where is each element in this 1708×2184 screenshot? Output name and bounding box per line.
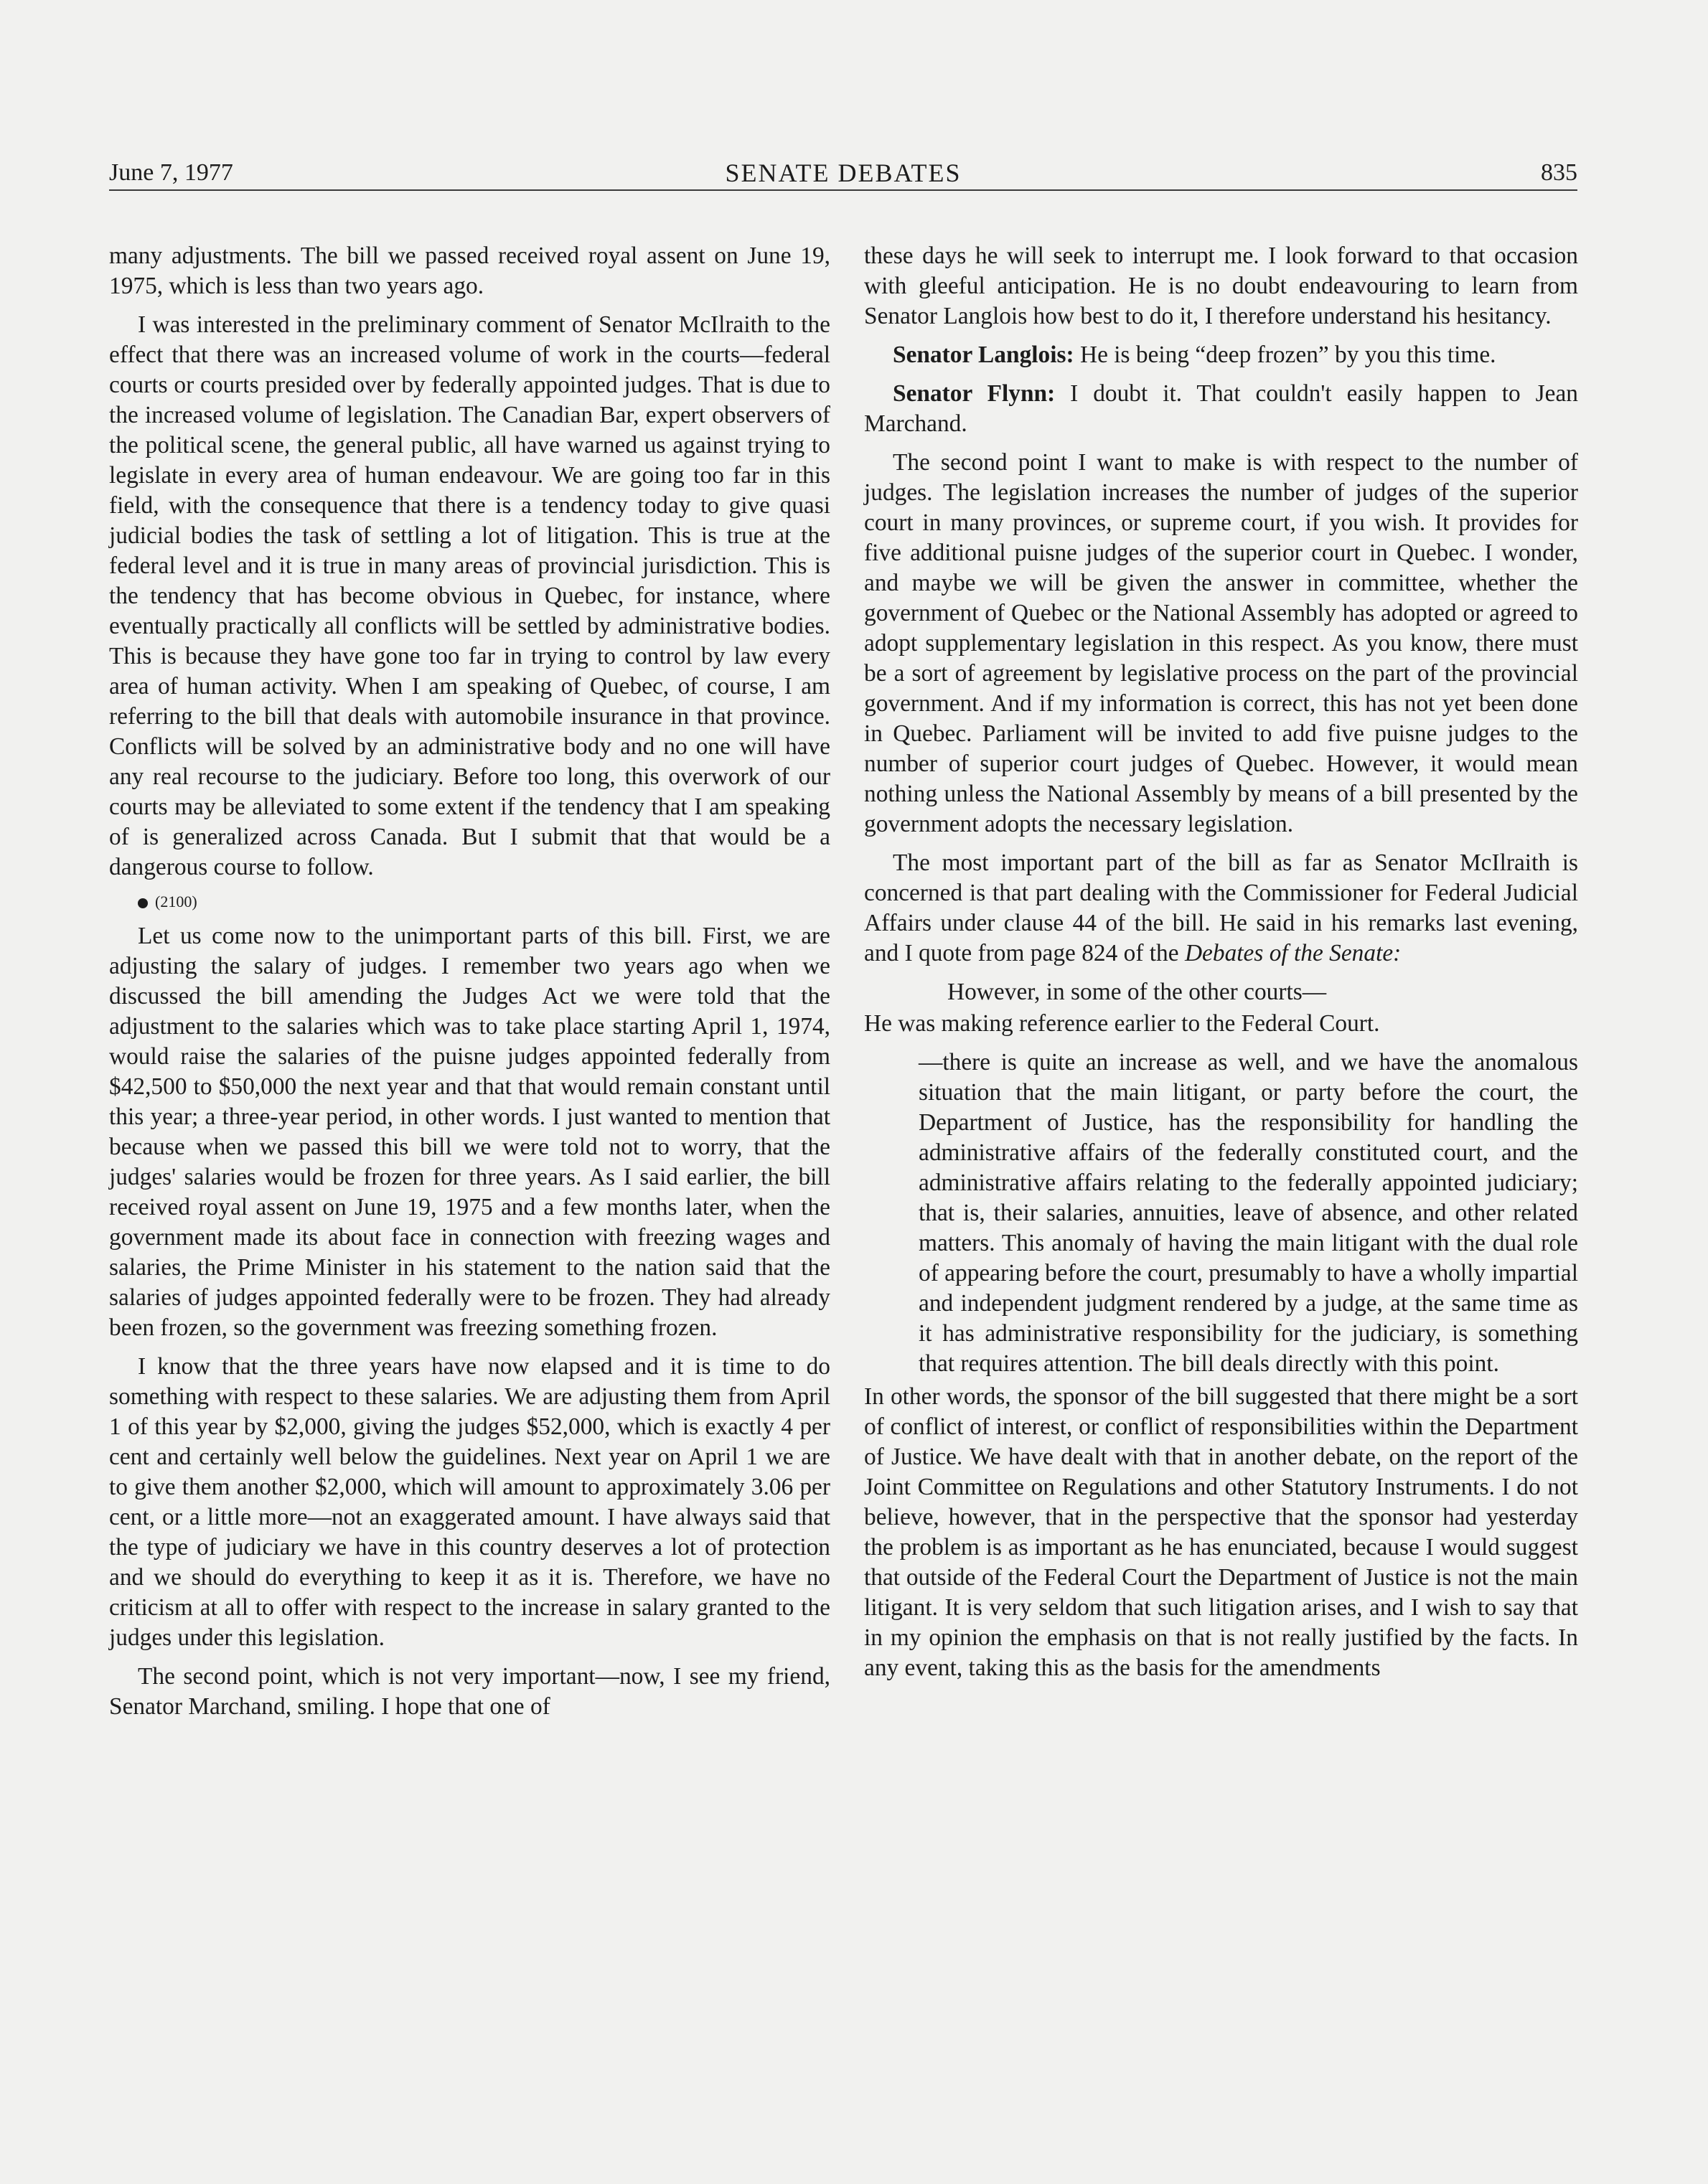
paragraph: I was interested in the preliminary comment of Senator McIlraith to the effect that there was an increased volume of work in the courts—federal courts or courts presided over by federally appointed judges. That is due to the increased volume of legislation. The Canadian Bar, expert observers of the political scene, the general public, all have warned us against trying to legislate in every area of human endeavour. We are going too far in this field, with the consequence that there is a tendency today to give quasi judicial bodies the task of settling a lot of litigation. This is true at the federal level and it is true in many areas of provincial jurisdiction. This is the tendency that has become obvious in Quebec, for instance, where eventually practically all conflicts will be settled by administrative bodies. This is because they have gone too far in trying to control by law every area of human activity. When I am speaking of Quebec, of course, I am referring to the bill that deals with automobile insurance in that province. Conflicts will be solved by an administrative body and no one will have any real recourse to the judiciary. Before too long, this overwork of our courts may be alleviated to some extent if the tendency that I am speaking of is generalized across Canada. But I submit that that would be a dangerous course to follow. — [109, 311, 830, 880]
speech-flynn — [864, 379, 1578, 439]
speaker-name: Senator Flynn: — [893, 380, 1056, 407]
paragraph: The second point I want to make is with respect to the number of judges. The legislation increases the number of judges of the superior court in many provinces, or supreme court, if you wish. It provides for five additional puisne judges of the superior court in Quebec. I wonder, and maybe we will be given the answer in committee, whether the government of Quebec or the National Assembly has adopted or agreed to adopt supplementary legislation in this respect. As you know, there must be a sort of agreement by legislative process on the part of the provincial government. And if my information is correct, this has not yet been done in Quebec. Parliament will be invited to add five puisne judges to the number of superior court judges of Quebec. However, it would mean nothing unless the National Assembly by means of a bill presented by the government adopts the necessary legislation. — [864, 449, 1578, 837]
paragraph: The second point, which is not very important—now, I see my friend, Senator Marchand, smiling. I hope that one of — [109, 1663, 830, 1720]
block-quote: However, in some of the other courts— — [947, 979, 1327, 1005]
block-quote: —there is quite an increase as well, and we have the anomalous situation that the main litigant, or party before the court, the Department of Justice, has the responsibility for handling the administrative affairs of the federally constituted court, and the administrative affairs relating to the federally appointed judiciary; that is, their salaries, annuities, leave of absence, and other related matters. This anomaly of having the main litigant with the dual role of appearing before the court, presumably to have a wholly impartial and independent judgment rendered by a judge, at the same time as it has administrative responsibility for the judiciary, is something that requires attention. The bill deals directly with this point. — [919, 1049, 1578, 1377]
timestamp-marker — [109, 891, 830, 913]
speaker-name: Senator Langlois: — [893, 342, 1074, 368]
left-column — [109, 241, 830, 1731]
paragraph: I know that the three years have now elapsed and it is time to do something with respect to these salaries. We are adjusting them from April 1 of this year by $2,000, giving the judges $52,000, which is exactly 4 per cent and certainly well below the guidelines. Next year on April 1 we are to give them another $2,000, which will amount to approximately 3.06 per cent, or a little more—not an exaggerated amount. I have always said that the type of judiciary we have in this country deserves a lot of protection and we should do everything to keep it as it is. Therefore, we have no criticism at all to offer with respect to the increase in salary granted to the judges under this legislation. — [109, 1353, 830, 1651]
right-column — [864, 241, 1578, 1692]
page-header — [109, 155, 1577, 191]
paragraph-text: The most important part of the bill as far as Senator McIlraith is concerned is that part dealing with the Commissioner for Federal Judicial Affairs under clause 44 of the bill. He said in his remarks last evening, and I quote from page 824 of the — [864, 849, 1578, 966]
publication-title: Debates of the Senate: — [1184, 940, 1402, 966]
paragraph: these days he will seek to interrupt me. I look forward to that occasion with gleeful anticipation. He is no doubt endeavouring to learn from Senator Langlois how best to do it, I therefore understand his hesitancy. — [864, 243, 1578, 329]
paragraph: many adjustments. The bill we passed received royal assent on June 19, 1975, which is less than two years ago. — [109, 243, 830, 299]
bullet-icon — [138, 898, 148, 908]
paragraph: In other words, the sponsor of the bill suggested that there might be a sort of conflict of interest, or conflict of responsibilities within the Department of Justice. We have dealt with that in another debate, on the report of the Joint Committee on Regulations and other Statutory Instruments. I do not believe, however, that in the perspective that the sponsor had yesterday the problem is as important as he has enunciated, because I would suggest that outside of the Federal Court the Department of Justice is not the main litigant. It is very seldom that such litigation arises, and I wish to say that in my opinion the emphasis on that is not really justified by the facts. In any event, taking this as the basis for the amendments — [864, 1383, 1578, 1681]
paragraph: Let us come now to the unimportant parts of this bill. First, we are adjusting the salary of judges. I remember two years ago when we discussed the bill amending the Judges Act we were told that the adjustment to the salaries which was to take place starting April 1, 1974, would raise the salaries of the puisne judges appointed federally from $42,500 to $50,000 the next year and that that would remain constant until this year; a three-year period, in other words. I just wanted to mention that because when we passed this bill we were told not to worry, that the judges' salaries would be frozen for three years. As I said earlier, the bill received royal assent on June 19, 1975 and a few months later, when the government made its about face in connection with freezing wages and salaries, the Prime Minister in his statement to the nation said that the salaries of judges appointed federally were to be frozen. They had already been frozen, so the government was freezing something frozen. — [109, 923, 830, 1341]
speech-langlois — [864, 340, 1578, 370]
speech-text: He is being “deep frozen” by you this time. — [1074, 342, 1496, 368]
paragraph: He was making reference earlier to the Federal Court. — [864, 1010, 1380, 1037]
header-page-number: 835 — [1541, 159, 1577, 186]
header-title: SENATE DEBATES — [725, 159, 962, 187]
timestamp: (2100) — [155, 893, 197, 910]
paragraph — [864, 848, 1578, 969]
header-date: June 7, 1977 — [109, 159, 233, 186]
speech-text: I doubt it. That couldn't easily happen to Jean Marchand. — [864, 380, 1578, 437]
